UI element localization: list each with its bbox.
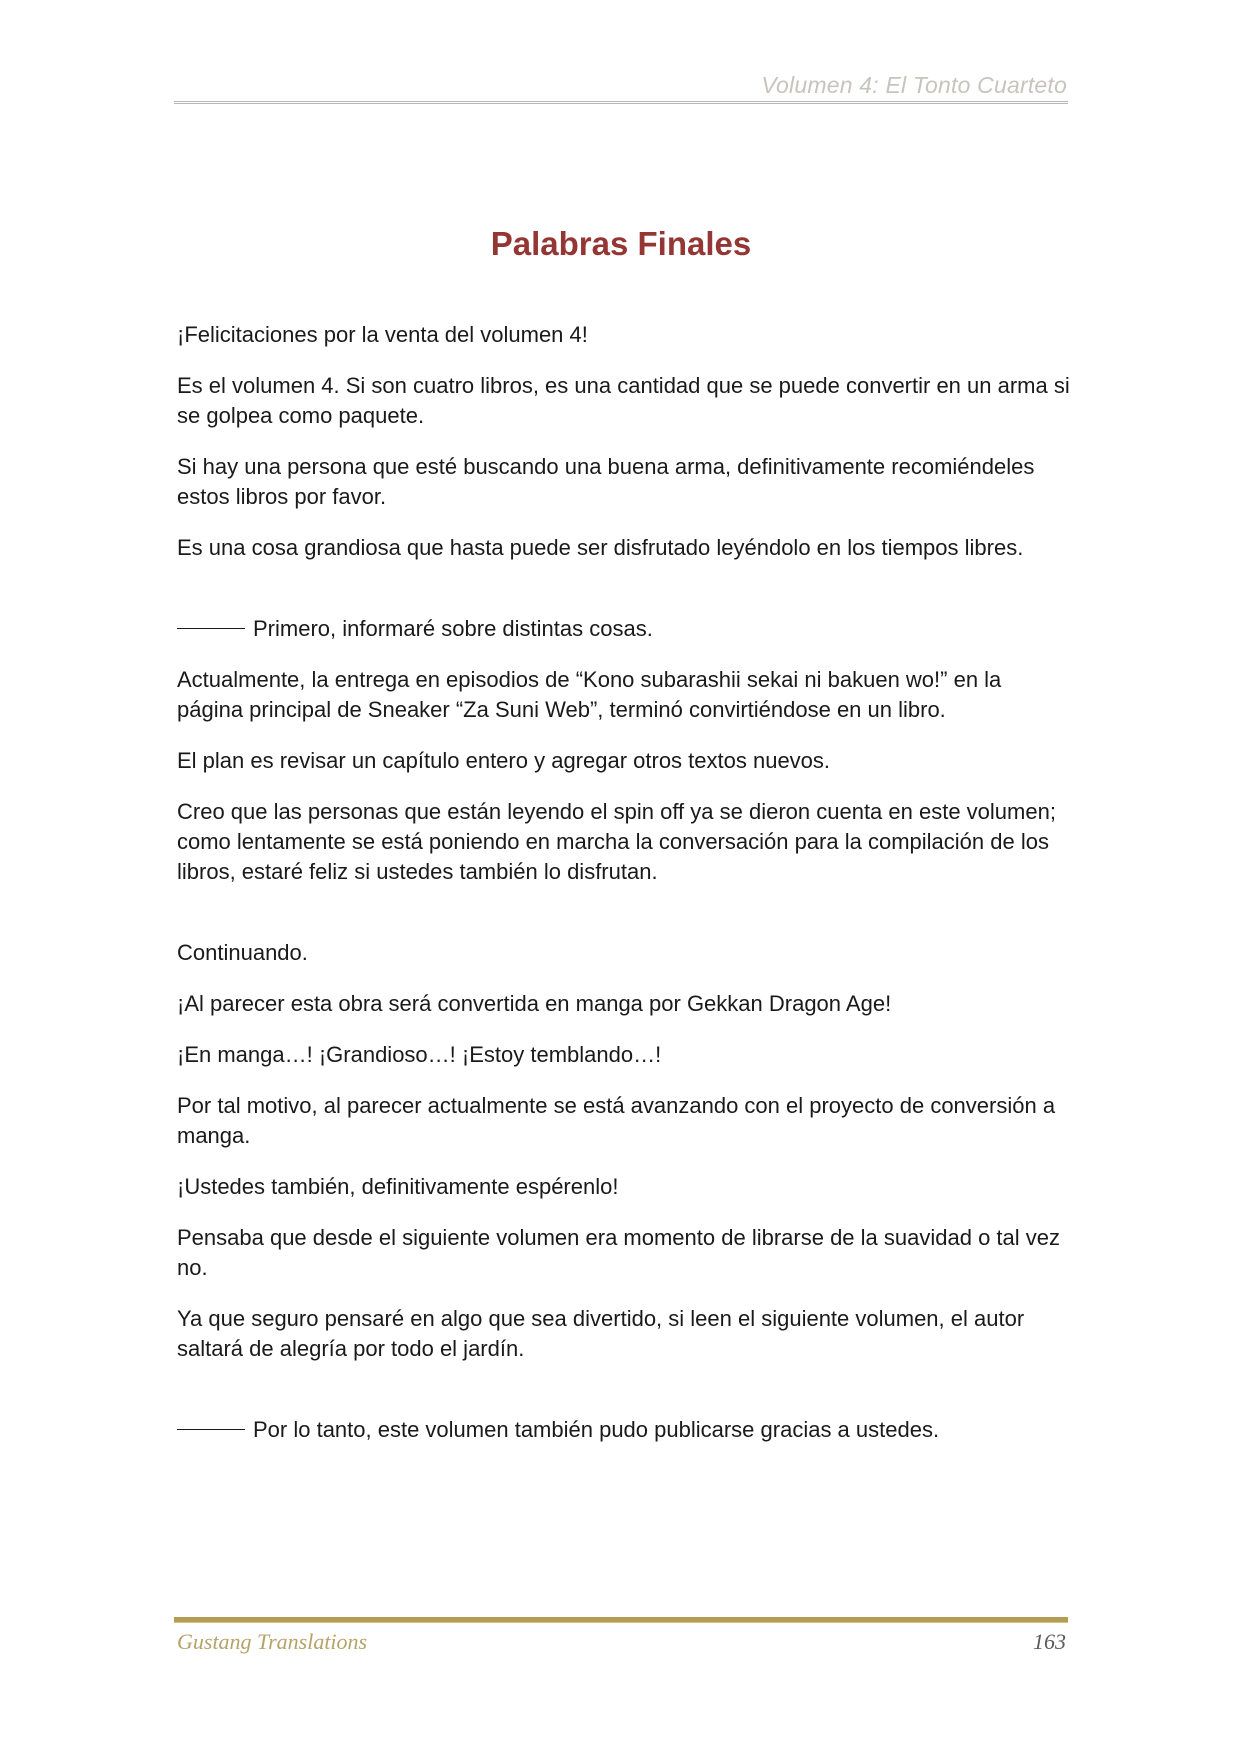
paragraph: Creo que las personas que están leyendo el spin off ya se dieron cuenta en este volumen; como lentamente se está poniendo en marcha la conversación para la compilación de los libros, estaré feliz si ustedes también lo disfrutan.: [177, 799, 1056, 884]
dash-paragraph: [177, 1415, 1072, 1445]
paragraph: Es el volumen 4. Si son cuatro libros, es una cantidad que se puede convertir en un arma si se golpea como paquete.: [177, 373, 1070, 428]
paragraph: Por tal motivo, al parecer actualmente se está avanzando con el proyecto de conversión a manga.: [177, 1093, 1056, 1148]
paragraph: Es una cosa grandiosa que hasta puede ser disfrutado leyéndolo en los tiempos libres.: [177, 535, 1024, 560]
paragraph: Continuando.: [177, 940, 308, 965]
em-dash-line: [177, 1429, 245, 1430]
paragraph: El plan es revisar un capítulo entero y agregar otros textos nuevos.: [177, 748, 831, 773]
header-divider: [174, 101, 1068, 104]
em-dash-line: [177, 628, 245, 629]
paragraph: ¡Al parecer esta obra será convertida en manga por Gekkan Dragon Age!: [177, 991, 892, 1016]
paragraph: Actualmente, la entrega en episodios de “Kono subarashii sekai ni bakuen wo!” en la página principal de Sneaker “Za Suni Web”, terminó convirtiéndose en un libro.: [177, 667, 1002, 722]
chapter-title: Palabras Finales: [490, 225, 752, 262]
paragraph: Si hay una persona que esté buscando una buena arma, definitivamente recomiéndeles estos libros por favor.: [177, 454, 1035, 509]
footer-divider: [174, 1617, 1068, 1623]
dash-paragraph: [177, 614, 1072, 644]
paragraph: ¡Ustedes también, definitivamente espérenlo!: [177, 1174, 619, 1199]
paragraph: ¡En manga…! ¡Grandioso…! ¡Estoy temblando…!: [177, 1042, 662, 1067]
body-text: [177, 320, 1072, 1466]
paragraph-text: Primero, informaré sobre distintas cosas.: [253, 616, 653, 641]
paragraph: Ya que seguro pensaré en algo que sea divertido, si leen el siguiente volumen, el autor saltará de alegría por todo el jardín.: [177, 1306, 1025, 1361]
footer-publisher: Gustang Translations: [177, 1629, 368, 1654]
page-number: 163: [1033, 1629, 1066, 1654]
running-header-title: Volumen 4: El Tonto Cuarteto: [761, 72, 1067, 98]
paragraph: ¡Felicitaciones por la venta del volumen 4!: [177, 322, 588, 347]
paragraph-text: Por lo tanto, este volumen también pudo publicarse gracias a ustedes.: [253, 1417, 940, 1442]
paragraph: Pensaba que desde el siguiente volumen era momento de librarse de la suavidad o tal vez no.: [177, 1225, 1060, 1280]
